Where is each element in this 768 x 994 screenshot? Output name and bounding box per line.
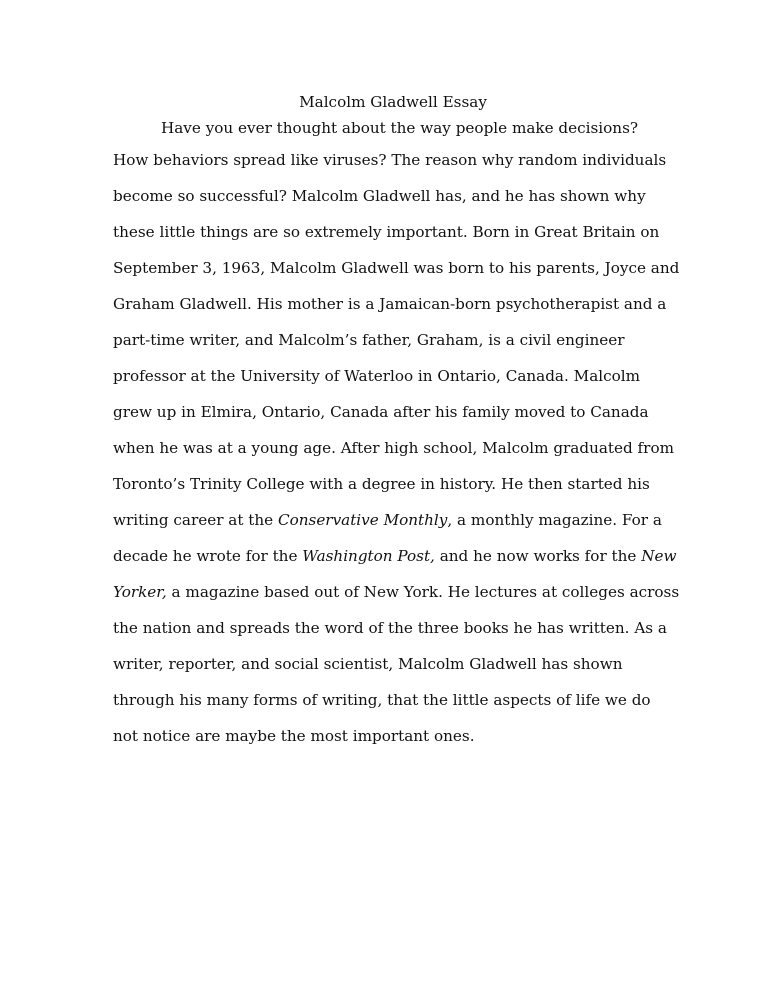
line-text: when he was at a young age. After high school, Malcolm graduated from <box>113 439 674 457</box>
line-text: through his many forms of writing, that the little aspects of life we do <box>113 691 651 709</box>
line-text: Have you ever thought about the way people make decisions? <box>161 119 639 137</box>
text-line <box>113 250 680 286</box>
line-text: How behaviors spread like viruses? The reason why random individuals <box>113 151 667 169</box>
essay-paragraph <box>113 114 680 754</box>
italic-title-text: Conservative Monthly <box>277 511 448 529</box>
line-text: September 3, 1963, Malcolm Gladwell was born to his parents, Joyce and <box>113 259 680 277</box>
line-text: part-time writer, and Malcolm’s father, Graham, is a civil engineer <box>113 331 625 349</box>
text-line <box>113 430 673 466</box>
text-line <box>113 142 673 178</box>
text-line <box>113 718 673 754</box>
line-text: decade he wrote for the <box>113 547 303 565</box>
text-line <box>113 502 673 538</box>
text-line <box>113 358 673 394</box>
line-text: not notice are maybe the most important ones. <box>113 727 475 745</box>
line-text: Toronto’s Trinity College with a degree in history. He then started his <box>113 475 650 493</box>
line-text: professor at the University of Waterloo in Ontario, Canada. Malcolm <box>113 367 641 385</box>
italic-title-text: Yorker, <box>113 583 167 601</box>
line-text: grew up in Elmira, Ontario, Canada after his family moved to Canada <box>113 403 649 421</box>
text-line <box>113 114 673 142</box>
line-text: and he now works for the <box>434 547 642 565</box>
line-text: these little things are so extremely important. Born in Great Britain on <box>113 223 660 241</box>
text-line <box>113 610 673 646</box>
line-text: become so successful? Malcolm Gladwell has, and he has shown why <box>113 187 646 205</box>
text-line <box>113 394 673 430</box>
line-text: the nation and spreads the word of the three books he has written. As a <box>113 619 667 637</box>
line-text: , a monthly magazine. For a <box>447 511 662 529</box>
text-line <box>113 286 673 322</box>
italic-title-text: Washington Post, <box>302 547 435 565</box>
essay-body <box>113 90 680 754</box>
italic-title-text: New <box>641 547 677 565</box>
text-line <box>113 574 680 610</box>
line-text: writer, reporter, and social scientist, Malcolm Gladwell has shown <box>113 655 623 673</box>
line-text: Graham Gladwell. His mother is a Jamaican-born psychotherapist and a <box>113 295 667 313</box>
text-line <box>113 466 673 502</box>
text-line <box>113 682 673 718</box>
text-line <box>113 178 673 214</box>
line-text: writing career at the <box>113 511 278 529</box>
text-line <box>113 322 673 358</box>
text-line <box>113 646 673 682</box>
text-line <box>113 214 673 250</box>
line-text: a magazine based out of New York. He lectures at colleges across <box>166 583 680 601</box>
text-line <box>113 538 677 574</box>
essay-title: Malcolm Gladwell Essay <box>299 93 487 111</box>
